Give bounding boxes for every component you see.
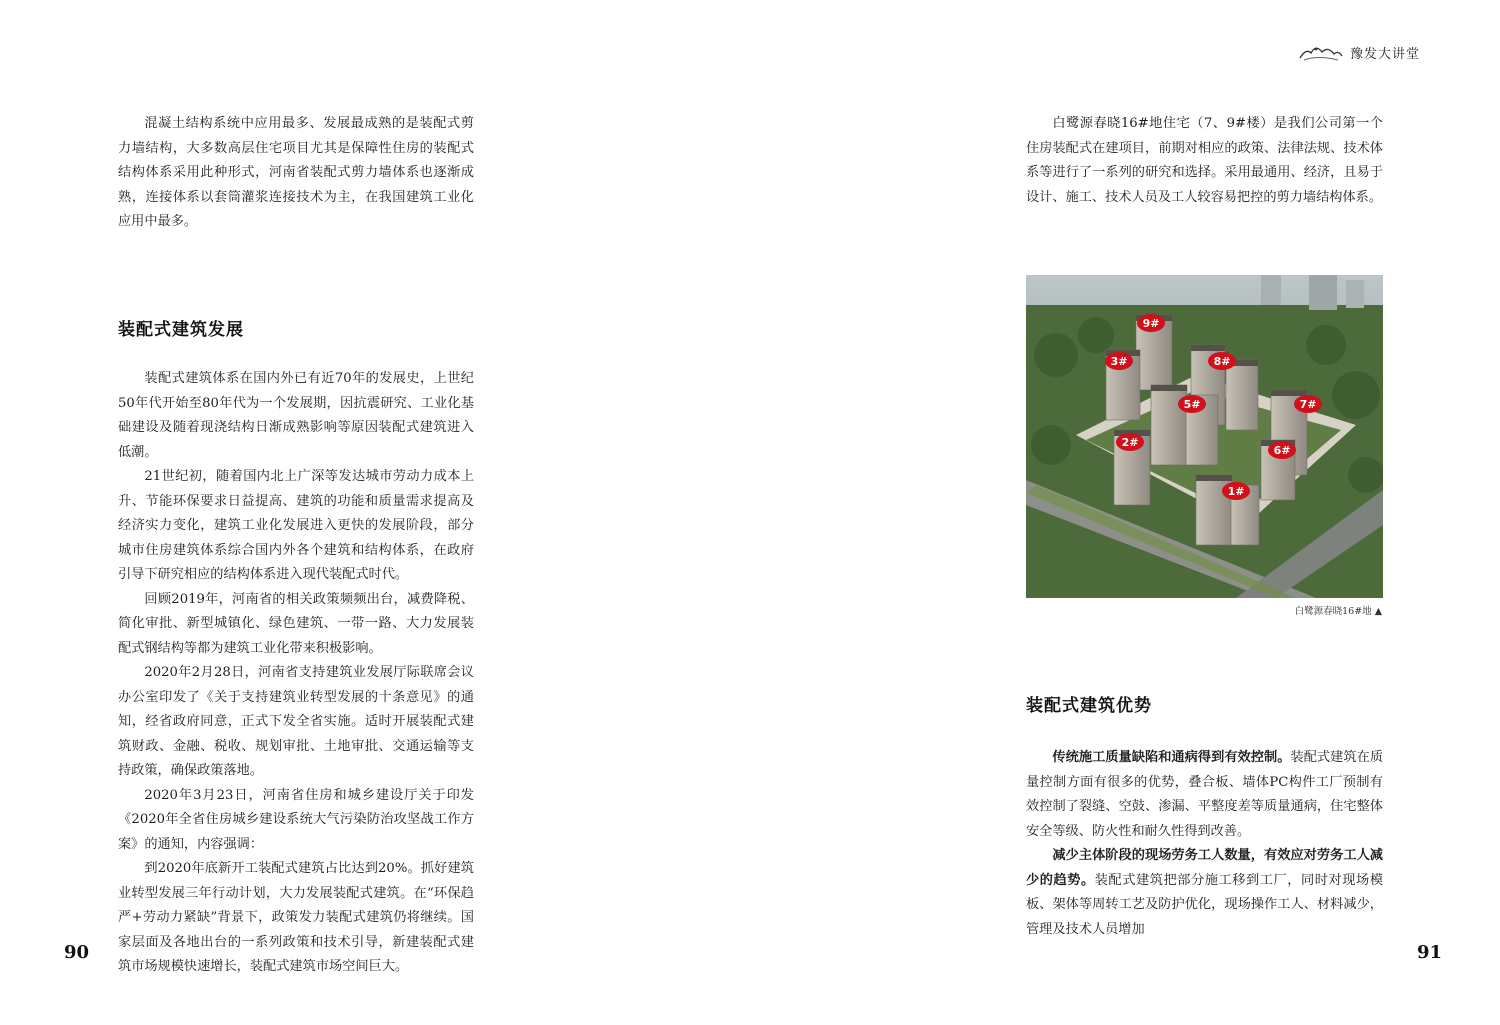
left-section-title: 装配式建筑发展 xyxy=(118,320,244,340)
advantage-paragraph xyxy=(1026,746,1383,844)
left-intro-text xyxy=(118,112,474,235)
building-label: 5# xyxy=(1183,398,1201,411)
body-paragraph: 装配式建筑体系在国内外已有近70年的发展史，上世纪50年代开始至80年代为一个发展期，因抗震研究、工业化基础建设及随着现浇结构日渐成熟影响等原因装配式建筑进入低潮。 xyxy=(118,371,474,460)
advantage-paragraph xyxy=(1026,844,1383,942)
brand-header xyxy=(1298,40,1420,64)
body-paragraph: 回顾2019年，河南省的相关政策频频出台，减费降税、简化审批、新型城镇化、绿色建筑、一带一路、大力发展装配式钢结构等都为建筑工业化带来积极影响。 xyxy=(118,591,474,656)
building-label: 9# xyxy=(1142,317,1160,330)
building-label: 8# xyxy=(1213,355,1231,368)
page-number-left: 90 xyxy=(64,942,90,963)
aerial-rendering-photo xyxy=(1026,275,1383,598)
right-intro-text xyxy=(1026,112,1383,210)
building-label: 7# xyxy=(1299,398,1317,411)
right-page xyxy=(750,0,1500,1025)
building-label: 3# xyxy=(1110,355,1128,368)
right-section-title: 装配式建筑优势 xyxy=(1026,696,1152,716)
right-intro-paragraph: 白鹭源春晓16#地住宅（7、9#楼）是我们公司第一个住房装配式在建项目，前期对相应的政策、法律法规、技术体系等进行了一系列的研究和选择。采用最通用、经济，且易于设计、施工、技术人员及工人较容易把控的剪力墙结构体系。 xyxy=(1026,116,1383,205)
body-paragraph: 到2020年底新开工装配式建筑占比达到20%。抓好建筑业转型发展三年行动计划，大力发展装配式建筑。在“环保趋严+劳动力紧缺”背景下，政策发力装配式建筑仍将继续。国家层面及各地出台的一系列政策和技术引导，新建装配式建筑市场规模快速增长，装配式建筑市场空间巨大。 xyxy=(118,861,474,974)
left-intro-paragraph: 混凝土结构系统中应用最多、发展最成熟的是装配式剪力墙结构，大多数高层住宅项目尤其是保障性住房的装配式结构体系采用此种形式，河南省装配式剪力墙体系也逐渐成熟，连接体系以套筒灌浆连接技术为主，在我国建筑工业化应用中最多。 xyxy=(118,116,474,229)
photo-caption: 白鹭源春晓16#地 ▲ xyxy=(1294,606,1382,617)
body-paragraph: 21世纪初，随着国内北上广深等发达城市劳动力成本上升、节能环保要求日益提高、建筑的功能和质量需求提高及经济实力变化，建筑工业化发展进入更快的发展阶段，部分城市住房建筑体系综合国内外各个建筑和结构体系，在政府引导下研究相应的结构体系进入现代装配式时代。 xyxy=(118,469,474,582)
page-number-right: 91 xyxy=(1417,942,1443,963)
building-label: 6# xyxy=(1273,444,1291,457)
building-label: 1# xyxy=(1227,485,1245,498)
body-paragraph: 2020年2月28日，河南省支持建筑业发展厅际联席会议办公室印发了《关于支持建筑业转型发展的十条意见》的通知，经省政府同意，正式下发全省实施。适时开展装配式建筑财政、金融、税收、规划审批、土地审批、交通运输等支持政策，确保政策落地。 xyxy=(118,665,474,778)
advantage-detail: 装配式建筑在质量控制方面有很多的优势，叠合板、墙体PC构件工厂预制有效控制了裂缝、空鼓、渗漏、平整度差等质量通病，住宅整体安全等级、防火性和耐久性得到改善。 xyxy=(1026,750,1384,839)
left-body-text xyxy=(118,367,474,980)
body-paragraph: 2020年3月23日，河南省住房和城乡建设厅关于印发《2020年全省住房城乡建设系统大气污染防治攻坚战工作方案》的通知，内容强调： xyxy=(118,787,474,852)
advantage-detail: 装配式建筑把部分施工移到工厂，同时对现场模板、架体等周转工艺及防护优化，现场操作工人、材料减少，管理及技术人员增加 xyxy=(1026,872,1384,937)
right-body-text xyxy=(1026,746,1383,942)
building-label: 2# xyxy=(1121,436,1139,449)
advantage-lead: 传统施工质量缺陷和通病得到有效控制。 xyxy=(1052,750,1291,765)
mountain-logo-icon xyxy=(1298,40,1344,64)
advantage-lead: 减少主体阶段的现场劳务工人数量，有效应对劳务工人减少的趋势。 xyxy=(1026,848,1383,888)
brand-name: 豫发大讲堂 xyxy=(1349,46,1420,62)
